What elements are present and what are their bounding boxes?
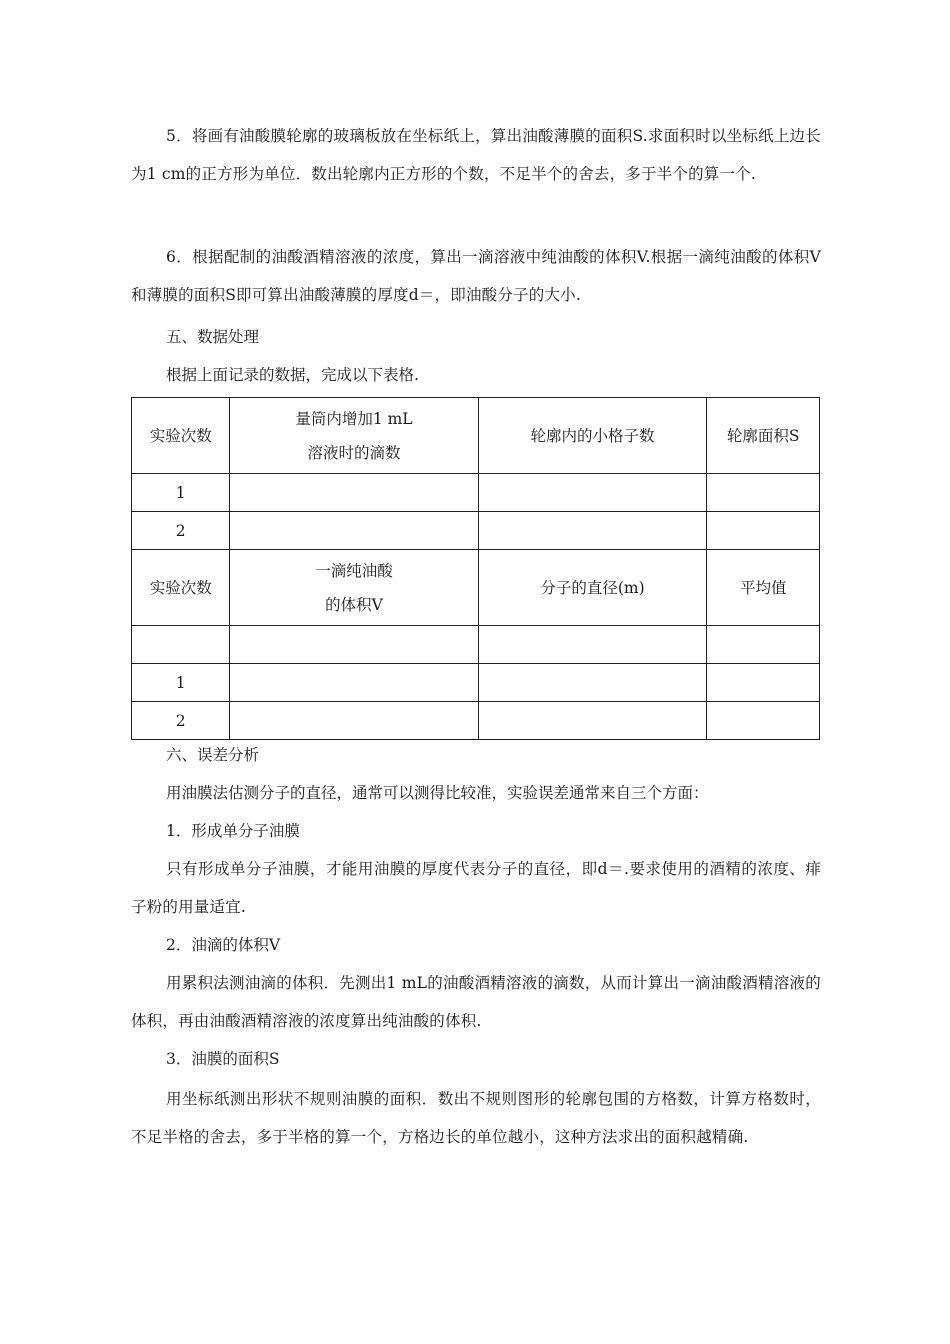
table-cell bbox=[707, 702, 820, 740]
header-grid-count: 轮廓内的小格子数 bbox=[478, 398, 707, 474]
table-cell: 2 bbox=[132, 702, 230, 740]
table-row bbox=[132, 664, 820, 702]
header-drops-line-2: 溶液时的滴数 bbox=[307, 443, 401, 462]
table-cell bbox=[478, 702, 707, 740]
header-trial-count: 实验次数 bbox=[132, 398, 230, 474]
section-6-intro: 用油膜法估测分子的直径，通常可以测得比较准，实验误差通常来自三个方面： bbox=[166, 784, 709, 802]
item-2-title: 2．油滴的体积V bbox=[166, 936, 281, 954]
table-cell: 2 bbox=[132, 512, 230, 550]
step-6-paragraph: 6．根据配制的油酸酒精溶液的浓度，算出一滴溶液中纯油酸的体积V.根据一滴纯油酸的体积V和薄膜的面积S即可算出油酸薄膜的厚度d＝，即油酸分子的大小. bbox=[131, 248, 821, 304]
table-cell bbox=[230, 512, 478, 550]
table-cell bbox=[478, 626, 707, 664]
table-cell bbox=[478, 512, 707, 550]
table-cell: 1 bbox=[132, 474, 230, 512]
table-cell bbox=[707, 626, 820, 664]
table-cell bbox=[230, 664, 478, 702]
table-cell: 1 bbox=[132, 664, 230, 702]
data-table bbox=[131, 397, 820, 740]
table-cell bbox=[478, 664, 707, 702]
header-drops-line-1: 量筒内增加1 mL bbox=[295, 409, 413, 428]
header-contour-area: 轮廓面积S bbox=[707, 398, 820, 474]
header-volume-line-2: 的体积V bbox=[325, 595, 383, 614]
table-row bbox=[132, 702, 820, 740]
table-row bbox=[132, 512, 820, 550]
section-5-intro: 根据上面记录的数据，完成以下表格. bbox=[166, 366, 419, 384]
table-cell bbox=[132, 626, 230, 664]
table-header-row-1 bbox=[132, 398, 820, 474]
item-1-title: 1．形成单分子油膜 bbox=[166, 822, 300, 840]
table-row bbox=[132, 626, 820, 664]
item-1-paragraph: 只有形成单分子油膜，才能用油膜的厚度代表分子的直径，即d＝.要求使用的酒精的浓度、痱子粉的用量适宜. bbox=[131, 860, 821, 916]
table-cell bbox=[230, 702, 478, 740]
item-3-title: 3．油膜的面积S bbox=[166, 1050, 280, 1068]
header-volume-line-1: 一滴纯油酸 bbox=[315, 561, 393, 580]
header-trial-count-2: 实验次数 bbox=[132, 550, 230, 626]
table-cell bbox=[478, 474, 707, 512]
item-2-paragraph: 用累积法测油滴的体积．先测出1 mL的油酸酒精溶液的滴数，从而计算出一滴油酸酒精溶液的体积，再由油酸酒精溶液的浓度算出纯油酸的体积. bbox=[131, 974, 821, 1030]
header-drops-per-ml bbox=[230, 398, 478, 474]
table-header-row-2 bbox=[132, 550, 820, 626]
header-molecule-diameter: 分子的直径(m) bbox=[478, 550, 707, 626]
item-3-paragraph: 用坐标纸测出形状不规则油膜的面积．数出不规则图形的轮廓包围的方格数，计算方格数时，不足半格的舍去，多于半格的算一个，方格边长的单位越小，这种方法求出的面积越精确. bbox=[131, 1090, 821, 1146]
table-row bbox=[132, 474, 820, 512]
step-5-paragraph: 5．将画有油酸膜轮廓的玻璃板放在坐标纸上，算出油酸薄膜的面积S.求面积时以坐标纸上边长为1 cm的正方形为单位．数出轮廓内正方形的个数，不足半个的舍去，多于半个的算一个. bbox=[131, 127, 821, 183]
section-5-heading: 五、数据处理 bbox=[166, 328, 260, 346]
table-cell bbox=[707, 512, 820, 550]
section-6-heading: 六、误差分析 bbox=[166, 746, 260, 764]
table-cell bbox=[707, 664, 820, 702]
table-cell bbox=[230, 626, 478, 664]
table-cell bbox=[707, 474, 820, 512]
header-average: 平均值 bbox=[707, 550, 820, 626]
table-cell bbox=[230, 474, 478, 512]
header-drop-volume bbox=[230, 550, 478, 626]
